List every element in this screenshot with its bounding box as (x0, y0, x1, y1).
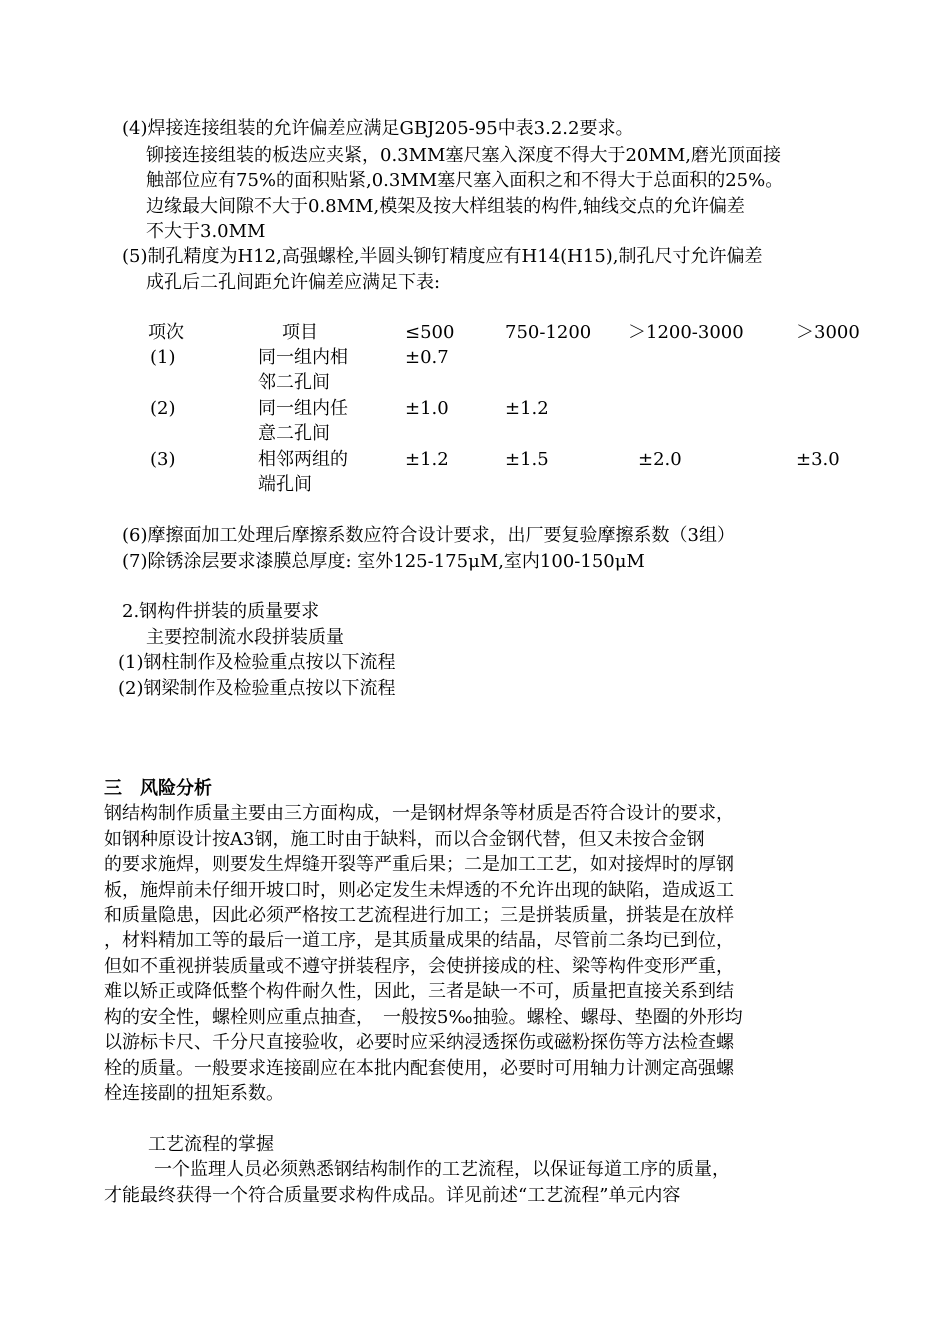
text-line: (6)摩擦面加工处理后摩擦系数应符合设计要求，出厂要复验摩擦系数（3组） (122, 525, 735, 546)
row-value: ±1.2 (405, 449, 449, 470)
row-value: ±1.2 (505, 398, 549, 419)
text-line: 和质量隐患，因此必须严格按工艺流程进行加工；三是拼装质量，拼装是在放样 (104, 905, 734, 926)
table-header-no: 项次 (148, 322, 184, 343)
table-header-range-3: ＞1200-3000 (628, 322, 744, 343)
text-line: 不大于3.0MM (146, 221, 266, 242)
row-item: 同一组内相 (258, 347, 348, 368)
text-line: 栓连接副的扭矩系数。 (104, 1083, 284, 1104)
row-value: ±3.0 (796, 449, 840, 470)
row-value: ±0.7 (405, 347, 449, 368)
text-line: 如钢种原设计按A3钢，施工时由于缺料，而以合金钢代替，但又未按合金钢 (104, 829, 705, 850)
text-line: 难以矫正或降低整个构件耐久性，因此，三者是缺一不可，质量把直接关系到结 (104, 981, 734, 1002)
text-line: 以游标卡尺、千分尺直接验收，必要时应采纳浸透探伤或磁粉探伤等方法检查螺 (104, 1032, 734, 1053)
text-line: 才能最终获得一个符合质量要求构件成品。详见前述“工艺流程”单元内容 (104, 1185, 681, 1206)
text-line: (7)除锈涂层要求漆膜总厚度: 室外125-175μM,室内100-150μM (122, 551, 645, 572)
row-no: (3) (150, 449, 176, 470)
text-line: 边缘最大间隙不大于0.8MM,模架及按大样组装的构件,轴线交点的允许偏差 (146, 196, 745, 217)
subheading: 2.钢构件拼装的质量要求 (122, 601, 320, 622)
text-line: 的要求施焊，则要发生焊缝开裂等严重后果；二是加工工艺，如对接焊时的厚钢 (104, 854, 734, 875)
row-item: 意二孔间 (258, 423, 330, 444)
text-line: (5)制孔精度为H12,高强螺栓,半圆头铆钉精度应有H14(H15),制孔尺寸允许偏差 (122, 246, 763, 267)
text-line: 板，施焊前未仔细开坡口时，则必定发生未焊透的不允许出现的缺陷，造成返工 (104, 880, 734, 901)
row-value: ±2.0 (638, 449, 682, 470)
text-line: (4)焊接连接组装的允许偏差应满足GBJ205-95中表3.2.2要求。 (122, 118, 634, 139)
subheading-process: 工艺流程的掌握 (148, 1134, 274, 1155)
text-line: (1)钢柱制作及检验重点按以下流程 (118, 652, 396, 673)
text-line: 铆接连接组装的板迭应夹紧，0.3MM塞尺塞入深度不得大于20MM,磨光顶面接 (146, 145, 781, 166)
row-item: 相邻两组的 (258, 449, 348, 470)
table-header-range-1: ≤500 (405, 322, 455, 343)
text-line: (2)钢梁制作及检验重点按以下流程 (118, 678, 396, 699)
text-line: 栓的质量。一般要求连接副应在本批内配套使用，必要时可用轴力计测定高强螺 (104, 1058, 734, 1079)
text-line: ，材料精加工等的最后一道工序，是其质量成果的结晶，尽管前二条均已到位， (104, 930, 734, 951)
text-line: 主要控制流水段拼装质量 (146, 627, 344, 648)
table-header-range-4: ＞3000 (796, 322, 860, 343)
row-item: 同一组内任 (258, 398, 348, 419)
row-value: ±1.5 (505, 449, 549, 470)
text-line: 成孔后二孔间距允许偏差应满足下表: (146, 272, 441, 293)
row-no: (1) (150, 347, 176, 368)
row-item: 邻二孔间 (258, 372, 330, 393)
section-heading-risk: 三 风险分析 (104, 778, 212, 799)
text-line: 构的安全性，螺栓则应重点抽查， 一般按5‰抽验。螺栓、螺母、垫圈的外形均 (104, 1007, 743, 1028)
text-line: 但如不重视拼装质量或不遵守拼装程序，会使拼接成的柱、梁等构件变形严重， (104, 956, 734, 977)
row-value: ±1.0 (405, 398, 449, 419)
text-line: 一个监理人员必须熟悉钢结构制作的工艺流程，以保证每道工序的质量， (154, 1159, 730, 1180)
text-line: 钢结构制作质量主要由三方面构成，一是钢材焊条等材质是否符合设计的要求， (104, 803, 734, 824)
table-header-range-2: 750-1200 (505, 322, 592, 343)
text-line: 触部位应有75%的面积贴紧,0.3MM塞尺塞入面积之和不得大于总面积的25%。 (146, 170, 784, 191)
row-item: 端孔间 (258, 474, 312, 495)
row-no: (2) (150, 398, 176, 419)
table-header-item: 项目 (282, 322, 318, 343)
